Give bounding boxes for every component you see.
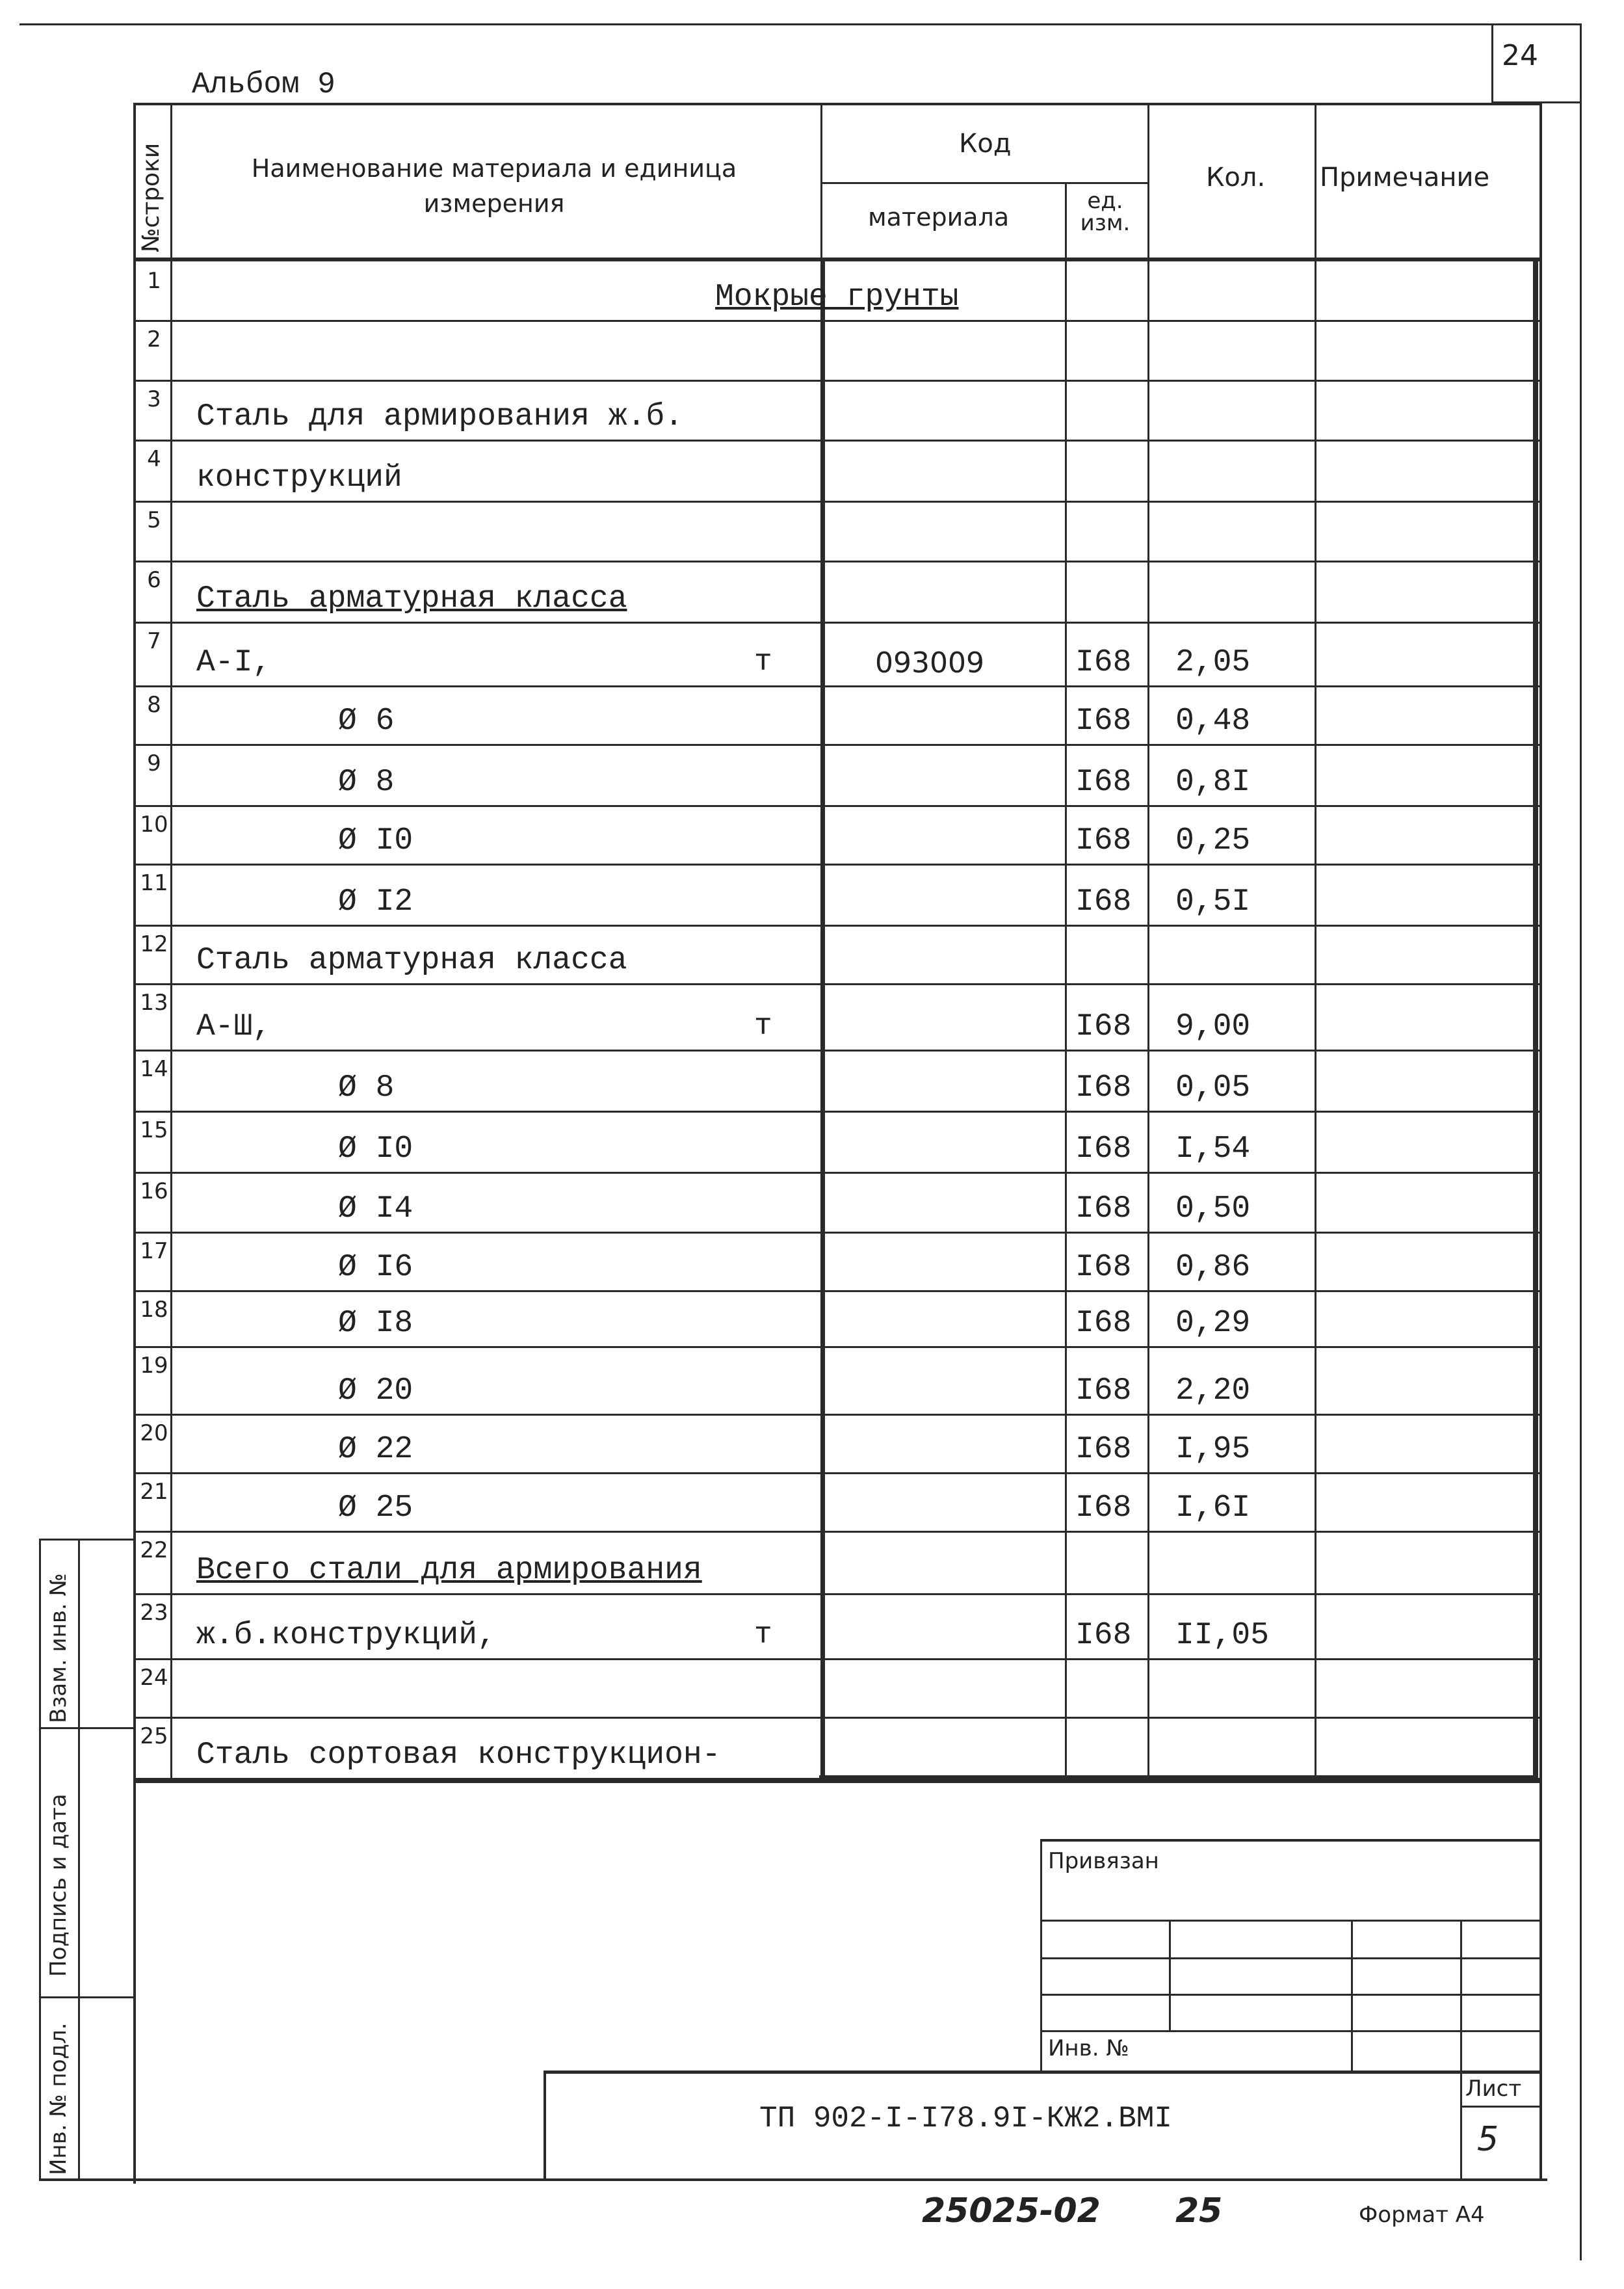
row-number: 3	[147, 386, 161, 412]
row-unit-code: I68	[1075, 1131, 1132, 1167]
row-number: 18	[140, 1297, 168, 1323]
row-name: Ø 25	[338, 1490, 413, 1526]
row-name: Всего стали для армирования	[196, 1553, 702, 1588]
row-number: 9	[147, 750, 161, 776]
album-label: Альбом 9	[192, 68, 335, 101]
row-number: 16	[140, 1178, 168, 1204]
row-quantity: 0,5I	[1175, 884, 1251, 920]
row-name: ж.б.конструкций,	[196, 1618, 496, 1653]
row-quantity: I,6I	[1175, 1490, 1251, 1526]
row-number: 22	[140, 1537, 168, 1563]
row-unit-code: I68	[1075, 1306, 1132, 1341]
row-unit-code: I68	[1075, 645, 1132, 680]
row-number: 7	[147, 628, 161, 654]
row-name: Ø 6	[338, 704, 395, 739]
row-unit-code: I68	[1075, 884, 1132, 920]
row-name: Ø 22	[338, 1432, 413, 1467]
row-unit-code: I68	[1075, 823, 1132, 858]
row-number: 21	[140, 1479, 168, 1505]
header-qty: Кол.	[1206, 163, 1266, 192]
stamp-vzam-inv: Взам. инв. №	[46, 1573, 72, 1723]
document-code: ТП 902-I-I78.9I-КЖ2.ВМI	[759, 2102, 1172, 2136]
row-number: 25	[140, 1723, 168, 1749]
row-number: 17	[140, 1238, 168, 1264]
row-quantity: 0,8I	[1175, 765, 1251, 800]
row-quantity: 2,05	[1175, 645, 1251, 680]
format-label: Формат А4	[1359, 2202, 1485, 2228]
column-divider	[170, 261, 172, 1778]
row-quantity: 0,48	[1175, 704, 1251, 739]
row-number: 10	[140, 812, 168, 838]
row-unit-code: I68	[1075, 1009, 1132, 1044]
frame-right-line	[1580, 23, 1582, 2260]
header-row-number: №строки	[138, 142, 164, 252]
frame-bottom-line	[39, 2178, 1547, 2181]
row-name: Ø I6	[338, 1250, 413, 1285]
row-unit-code: I68	[1075, 1490, 1132, 1526]
row-code: 093009	[875, 646, 984, 680]
row-number: 5	[147, 507, 161, 533]
frame-top-line	[20, 23, 1580, 25]
row-unit: т	[754, 645, 772, 679]
row-unit-code: I68	[1075, 1250, 1132, 1285]
row-number: 1	[147, 268, 161, 294]
row-name: Ø I4	[338, 1191, 413, 1226]
row-name: Сталь арматурная класса	[196, 943, 627, 978]
row-number: 2	[147, 326, 161, 352]
row-name: Мокрые грунты	[715, 280, 959, 315]
row-name: конструкций	[196, 460, 402, 496]
row-number: 20	[140, 1420, 168, 1446]
header-code-unit: ед. изм.	[1080, 188, 1131, 236]
row-quantity: 2,20	[1175, 1373, 1251, 1409]
row-unit-code: I68	[1075, 1618, 1132, 1653]
row-unit-code: I68	[1075, 704, 1132, 739]
header-code-material: материала	[868, 203, 1010, 232]
row-name: Сталь сортовая конструкцион-	[196, 1738, 721, 1773]
page-number: 24	[1502, 39, 1538, 72]
stamp-podpis-data: Подпись и дата	[46, 1793, 72, 1977]
row-name: Ø I8	[338, 1306, 413, 1341]
row-name: Ø I2	[338, 884, 413, 920]
handwritten-number: 25025-02	[922, 2191, 1101, 2230]
row-number: 15	[140, 1117, 168, 1143]
row-quantity: II,05	[1175, 1618, 1270, 1653]
row-quantity: I,54	[1175, 1131, 1251, 1167]
row-number: 4	[147, 446, 161, 472]
sheet-number: 5	[1477, 2120, 1499, 2159]
row-number: 11	[140, 870, 168, 896]
row-quantity: 0,50	[1175, 1191, 1251, 1226]
row-name: А-I,	[196, 645, 272, 680]
row-unit: т	[754, 1618, 772, 1652]
row-number: 6	[147, 567, 161, 593]
row-unit-code: I68	[1075, 765, 1132, 800]
row-name: Ø 8	[338, 765, 395, 800]
sheet-label: Лист	[1465, 2076, 1522, 2102]
frame-right-inner-line	[1539, 103, 1542, 2181]
row-unit-code: I68	[1075, 1070, 1132, 1105]
header-note: Примечание	[1320, 163, 1490, 192]
row-quantity: I,95	[1175, 1432, 1251, 1467]
row-name: Ø I0	[338, 823, 413, 858]
row-name: Сталь арматурная класса	[196, 581, 627, 616]
header-code: Код	[959, 129, 1012, 159]
row-name: Ø 8	[338, 1070, 395, 1105]
row-number: 8	[147, 692, 161, 718]
frame-left-line	[133, 103, 136, 2184]
row-name: Сталь для армирования ж.б.	[196, 399, 683, 434]
row-number: 24	[140, 1665, 168, 1691]
handwritten-page: 25	[1175, 2191, 1223, 2230]
row-quantity: 0,05	[1175, 1070, 1251, 1105]
row-name: А-Ш,	[196, 1009, 272, 1044]
row-number: 14	[140, 1056, 168, 1082]
stamp-inv-podl: Инв. № подл.	[46, 2022, 72, 2175]
header-name: Наименование материала и единица измерения	[251, 154, 737, 218]
privyazan-label: Привязан	[1048, 1848, 1159, 1874]
row-name: Ø 20	[338, 1373, 413, 1409]
row-name: Ø I0	[338, 1131, 413, 1167]
row-unit-code: I68	[1075, 1432, 1132, 1467]
row-number: 13	[140, 990, 168, 1016]
row-quantity: 9,00	[1175, 1009, 1251, 1044]
row-unit: т	[754, 1009, 772, 1043]
row-quantity: 0,29	[1175, 1306, 1251, 1341]
row-number: 19	[140, 1353, 168, 1379]
row-quantity: 0,25	[1175, 823, 1251, 858]
row-unit-code: I68	[1075, 1373, 1132, 1409]
inv-no-label: Инв. №	[1048, 2035, 1129, 2061]
row-number: 12	[140, 931, 168, 957]
row-number: 23	[140, 1600, 168, 1626]
row-unit-code: I68	[1075, 1191, 1132, 1226]
row-quantity: 0,86	[1175, 1250, 1251, 1285]
